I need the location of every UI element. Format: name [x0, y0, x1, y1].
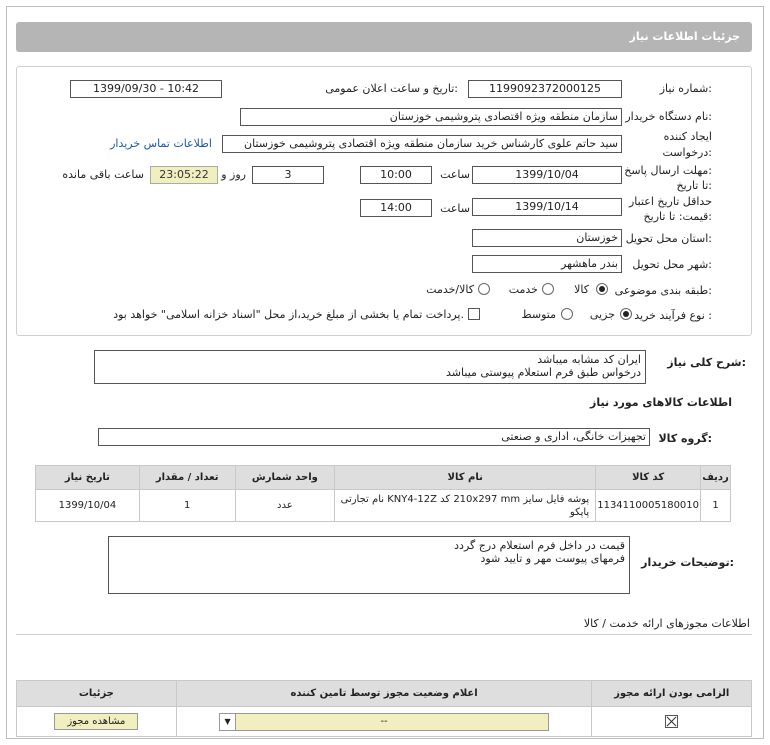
validity-time-label: ساعت: [440, 202, 470, 215]
table-row: [17, 707, 752, 737]
row-qty: 1: [139, 490, 235, 522]
deadline-label-2: تا تاریخ:: [676, 179, 712, 192]
goods-table: [35, 465, 731, 522]
process-radio-medium[interactable]: [561, 308, 573, 320]
buyer-notes-line-1: قیمت در داخل فرم استعلام درج گردد: [454, 539, 625, 552]
col-license-status: اعلام وضعیت مجوز توسط تامین کننده: [176, 681, 592, 707]
announce-date-label: تاریخ و ساعت اعلان عمومی:: [325, 82, 458, 95]
goods-group-label: گروه کالا:: [658, 432, 712, 445]
license-status-cell: [176, 707, 592, 737]
row-name-line-1: پوشه فایل سایز 210x297 mm کد KNY4-12Z نام تجارتی: [340, 493, 590, 505]
process-type-label: نوع فرآیند خرید :: [634, 309, 712, 322]
goods-group-field[interactable]: تجهیزات خانگی، اداری و صنعتی: [98, 428, 650, 446]
announce-date-field[interactable]: 1399/09/30 - 10:42: [70, 80, 222, 98]
remaining-time-label: ساعت باقی مانده: [62, 168, 144, 181]
col-code: کد کالا: [596, 466, 701, 490]
general-desc-label: شرح کلی نیاز:: [667, 356, 746, 369]
deadline-label: مهلت ارسال پاسخ:: [624, 164, 712, 177]
general-desc-line-2: درخواس طبق فرم استعلام پیوستی میباشد: [446, 366, 641, 379]
row-name: [335, 490, 596, 522]
creator-label-2: درخواست:: [662, 146, 712, 159]
process-option-minor: جزیی: [589, 308, 615, 321]
license-details-cell: [17, 707, 177, 737]
deadline-date-field[interactable]: 1399/10/04: [472, 166, 622, 184]
buyer-notes-label: توضیحات خریدار:: [641, 556, 734, 569]
need-number-label: شماره نیاز:: [659, 82, 712, 95]
deadline-time-field[interactable]: 10:00: [360, 166, 432, 184]
row-name-line-2: پاپکو: [569, 506, 590, 518]
validity-label: حداقل تاریخ اعتبار: [628, 195, 712, 208]
validity-label-2: قیمت: تا تاریخ:: [643, 210, 712, 223]
city-field[interactable]: بندر ماهشهر: [472, 255, 622, 273]
buyer-notes-box: [108, 536, 630, 594]
validity-date-field[interactable]: 1399/10/14: [472, 198, 622, 216]
remaining-time-field: 23:05:22: [150, 166, 218, 184]
general-desc-line-1: ایران کد مشابه میباشد: [537, 353, 641, 366]
goods-table-header: [36, 466, 731, 490]
row-unit: عدد: [235, 490, 335, 522]
category-radio-service[interactable]: [542, 283, 554, 295]
license-required-checkbox-icon: [665, 715, 678, 728]
deadline-time-label: ساعت: [440, 168, 470, 181]
col-unit: واحد شمارش: [235, 466, 335, 490]
license-status-value: --: [380, 715, 388, 727]
general-desc-box: [94, 350, 646, 384]
category-option-goods-service: کالا/خدمت: [426, 283, 474, 296]
licenses-table-header: [17, 681, 752, 707]
province-label: استان محل تحویل:: [625, 232, 712, 245]
licenses-table: [16, 680, 752, 737]
creator-label: ایجاد کننده: [663, 130, 712, 143]
days-remaining-field[interactable]: 3: [252, 166, 324, 184]
buyer-contact-link[interactable]: اطلاعات تماس خریدار: [110, 137, 212, 150]
licenses-divider: [16, 634, 752, 635]
licenses-section-title: اطلاعات مجوزهای ارائه خدمت / کالا: [583, 617, 750, 630]
treasury-payment-checkbox[interactable]: [468, 308, 480, 320]
category-label: طبقه بندی موضوعی:: [614, 284, 712, 297]
chevron-down-icon: ▼: [220, 714, 236, 730]
province-field[interactable]: خوزستان: [472, 229, 622, 247]
license-status-select[interactable]: [219, 713, 549, 731]
row-code: 1134110005180010: [596, 490, 701, 522]
process-option-medium: متوسط: [521, 308, 556, 321]
page-title: جزئیات اطلاعات نیاز: [629, 30, 740, 43]
col-index: ردیف: [701, 466, 731, 490]
city-label: شهر محل تحویل:: [632, 258, 712, 271]
validity-time-field[interactable]: 14:00: [360, 199, 432, 217]
col-qty: تعداد / مقدار: [139, 466, 235, 490]
license-required-cell: [592, 707, 752, 737]
buyer-org-label: نام دستگاه خریدار:: [625, 110, 712, 123]
table-row[interactable]: [36, 490, 731, 522]
col-name: نام کالا: [335, 466, 596, 490]
category-radio-goods-service[interactable]: [478, 283, 490, 295]
col-license-required: الزامی بودن ارائه مجوز: [592, 681, 752, 707]
category-option-service: خدمت: [508, 283, 538, 296]
category-radio-goods[interactable]: [596, 283, 608, 295]
process-radio-minor[interactable]: [620, 308, 632, 320]
view-license-button[interactable]: مشاهده مجوز: [54, 713, 138, 730]
row-date: 1399/10/04: [36, 490, 140, 522]
days-label: روز و: [221, 168, 246, 181]
buyer-org-field[interactable]: سازمان منطقه ویژه اقتصادی پتروشیمی خوزستان: [240, 108, 622, 126]
col-date: تاریخ نیاز: [36, 466, 140, 490]
col-license-details: جزئیات: [17, 681, 177, 707]
treasury-payment-note: پرداخت تمام یا بخشی از مبلغ خرید،از محل "اسناد خزانه اسلامی" خواهد بود.: [113, 308, 464, 321]
category-option-goods: کالا: [574, 283, 589, 296]
page-header: [16, 22, 752, 52]
creator-field[interactable]: سید حاتم علوی کارشناس خرید سازمان منطقه ویژه اقتصادی پتروشیمی خوزستان: [222, 135, 622, 153]
row-index: 1: [701, 490, 731, 522]
need-number-field[interactable]: 1199092372000125: [468, 80, 622, 98]
goods-section-title: اطلاعات کالاهای مورد نیاز: [590, 396, 732, 409]
buyer-notes-line-2: فرمهای پیوست مهر و تایید شود: [480, 552, 625, 565]
